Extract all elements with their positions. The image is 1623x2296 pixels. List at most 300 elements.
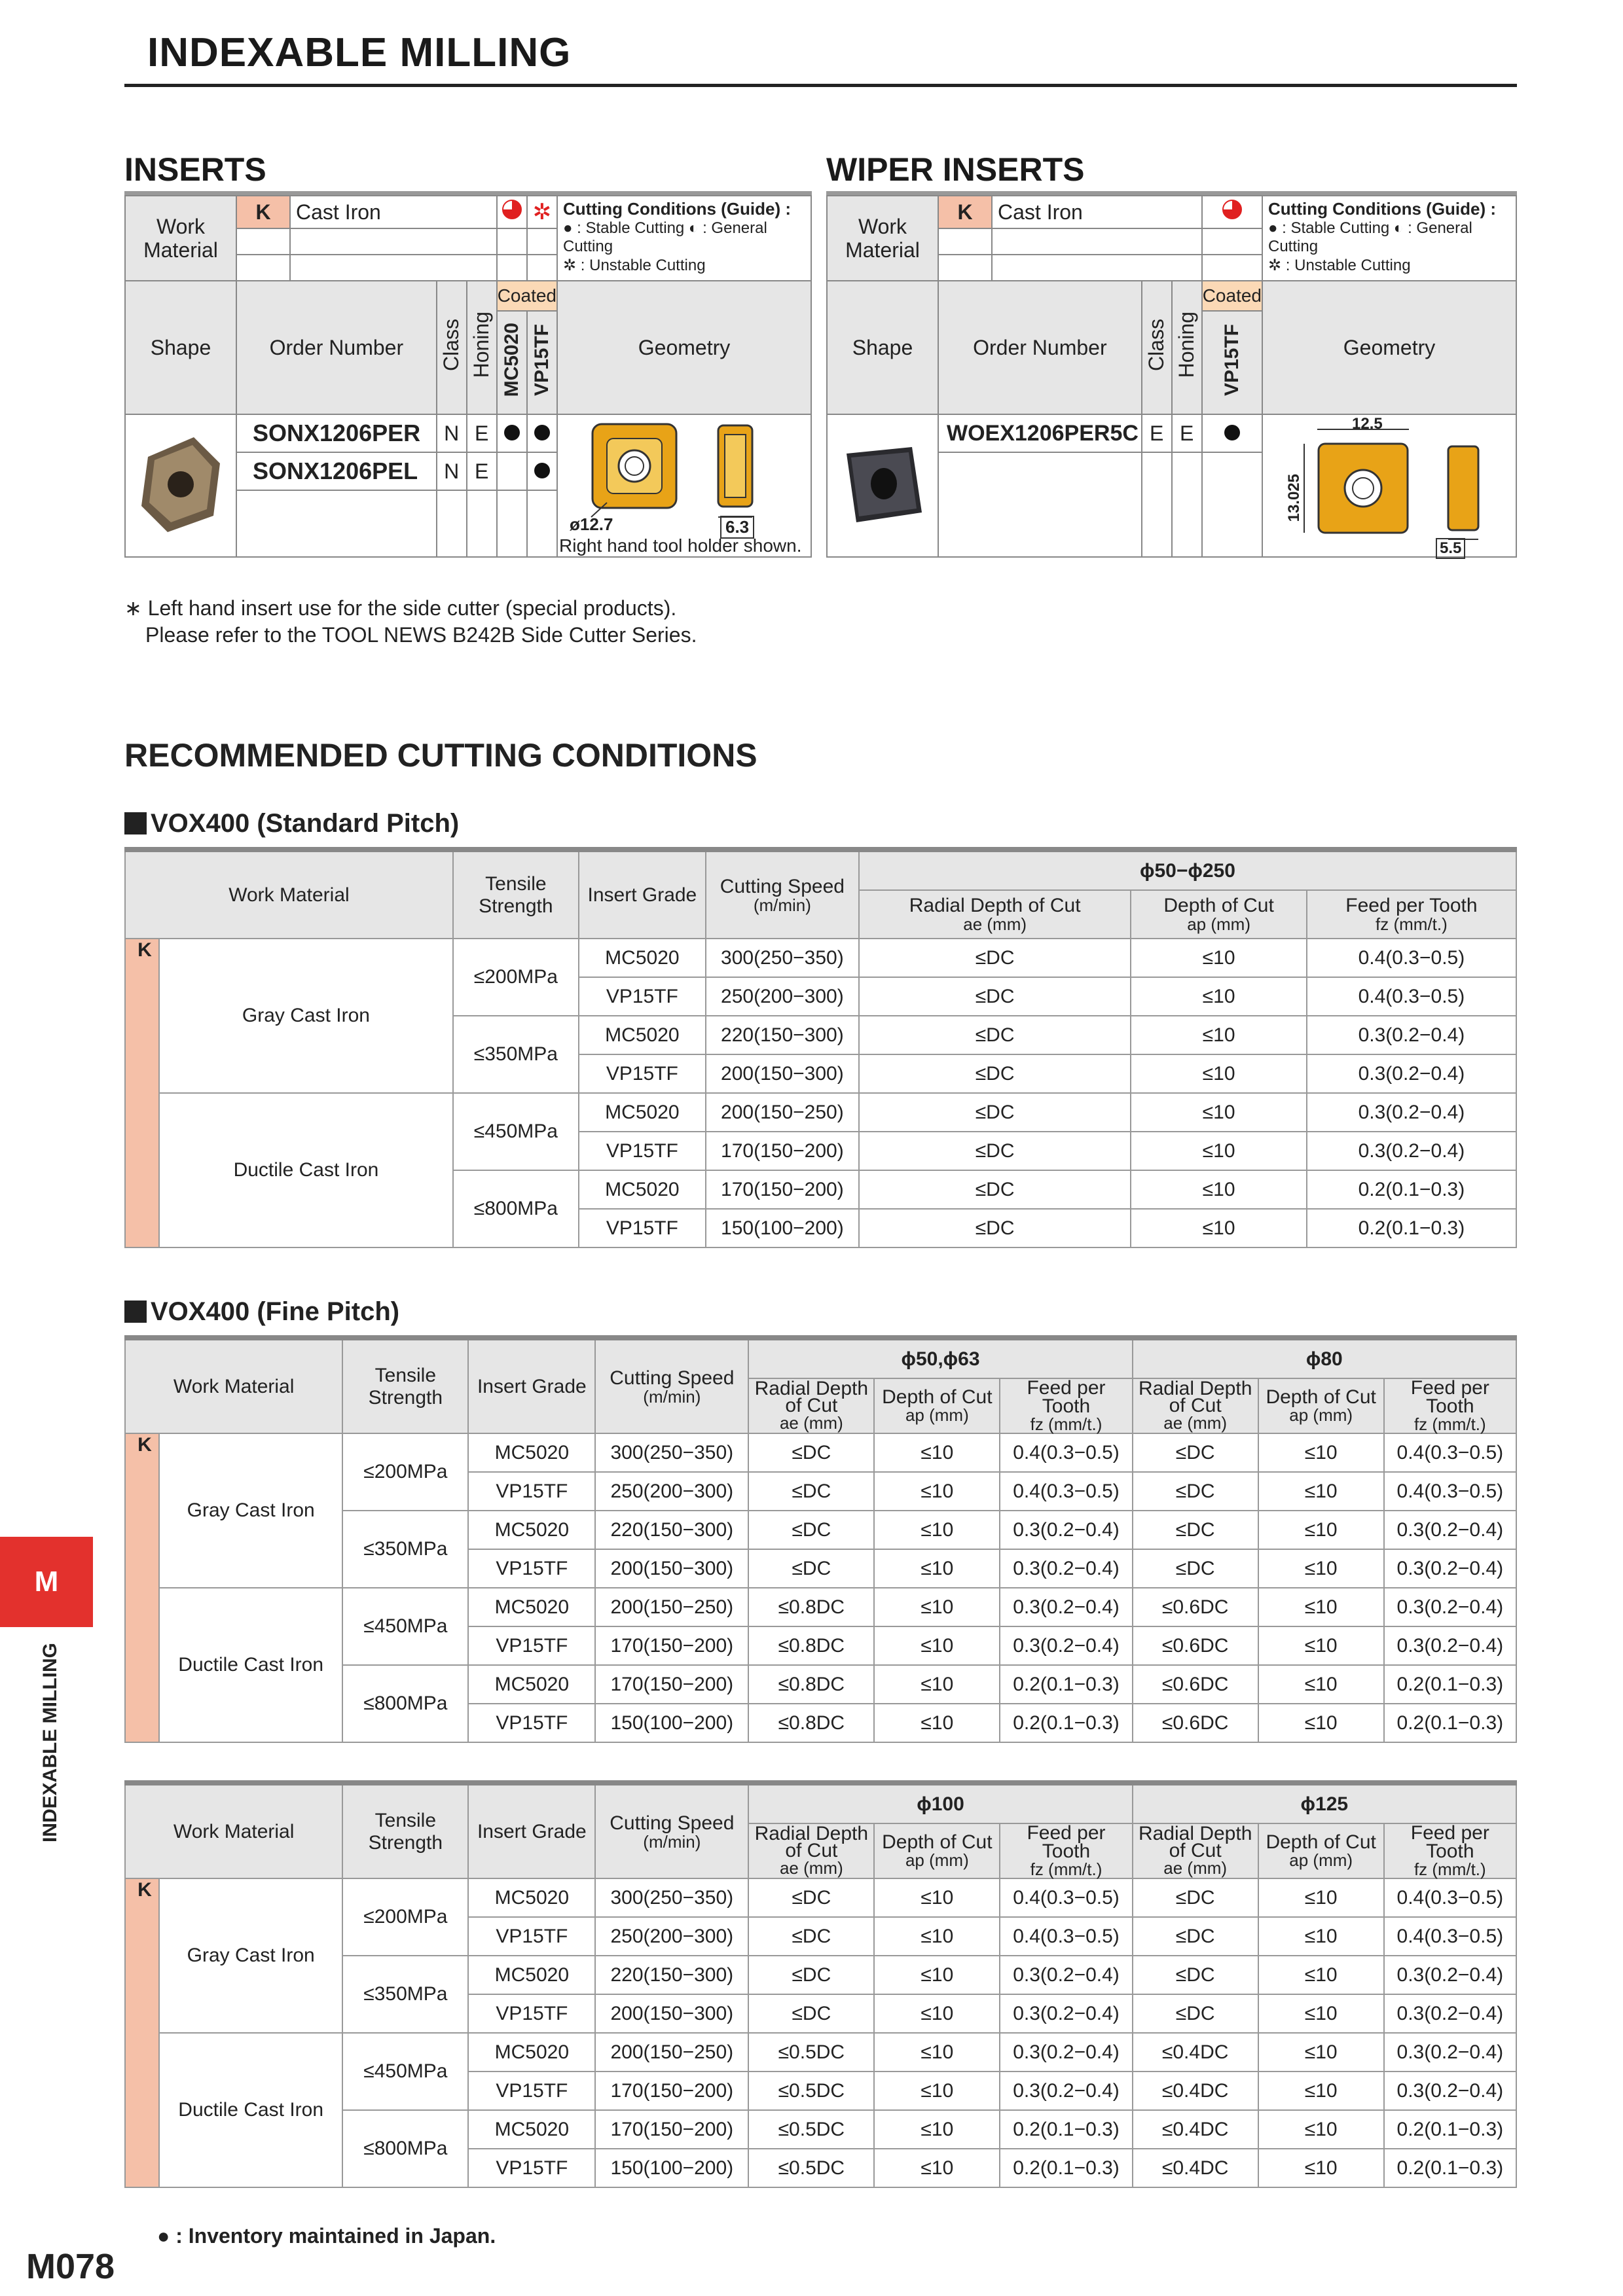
- cond-title: Cutting Conditions (Guide) :: [1268, 199, 1497, 219]
- depth-of-cut: ≤10: [1258, 2033, 1384, 2072]
- depth-of-cut: ≤10: [874, 1588, 1000, 1626]
- section-tab: M: [0, 1537, 93, 1627]
- radial-depth: ≤0.6DC: [1133, 1626, 1258, 1665]
- radial-depth: ≤DC: [748, 1917, 874, 1956]
- depth-of-cut: ≤10: [1131, 1132, 1306, 1170]
- feed-per-tooth: 0.3(0.2−0.4): [1384, 1588, 1516, 1626]
- feed-per-tooth: 0.4(0.3−0.5): [1384, 1472, 1516, 1511]
- col-vp15tf: VP15TF: [530, 323, 553, 397]
- feed-per-tooth: 0.4(0.3−0.5): [1384, 1917, 1516, 1956]
- tensile-strength: ≤800MPa: [342, 1665, 468, 1742]
- col-vp15tf: VP15TF: [1220, 323, 1243, 397]
- tensile-strength: ≤350MPa: [453, 1016, 579, 1093]
- cutting-speed: 300(250−350): [595, 1878, 748, 1917]
- feed-per-tooth: 0.4(0.3−0.5): [1384, 1878, 1516, 1917]
- section-bullet: [124, 812, 147, 834]
- depth-of-cut: ≤10: [1258, 1588, 1384, 1626]
- col-geometry: Geometry: [1262, 281, 1516, 414]
- page-number: M078: [26, 2247, 115, 2286]
- h-speed-2: (m/min): [643, 1386, 701, 1407]
- page-title: INDEXABLE MILLING: [147, 30, 572, 75]
- depth-of-cut: ≤10: [1131, 1170, 1306, 1209]
- table-row: [125, 2033, 1516, 2072]
- depth-of-cut: ≤10: [1131, 977, 1306, 1016]
- depth-of-cut: ≤10: [1131, 1054, 1306, 1093]
- feed-per-tooth: 0.3(0.2−0.4): [1000, 2033, 1132, 2072]
- stock-dot: [504, 425, 520, 440]
- radial-depth: ≤0.6DC: [1133, 1588, 1258, 1626]
- insert-grade: VP15TF: [468, 2149, 595, 2187]
- feed-per-tooth: 0.2(0.1−0.3): [1000, 1665, 1132, 1704]
- cond-line1: ● : Stable Cutting ◐ : General Cutting: [1268, 219, 1472, 255]
- stock-dot: [534, 463, 550, 478]
- dim-thickness: 6.3: [720, 516, 754, 539]
- h-work: Work Material: [125, 850, 453, 939]
- k-material: Cast Iron: [992, 196, 1202, 228]
- depth-of-cut: ≤10: [874, 2110, 1000, 2149]
- feed-per-tooth: 0.4(0.3−0.5): [1000, 1917, 1132, 1956]
- depth-of-cut: ≤10: [874, 1994, 1000, 2033]
- k-badge: K: [938, 196, 992, 228]
- insert-grade: VP15TF: [468, 1994, 595, 2033]
- std-title-text: VOX400 (Standard Pitch): [151, 809, 460, 838]
- depth-of-cut: ≤10: [1258, 1472, 1384, 1511]
- insert-grade: MC5020: [468, 1956, 595, 1994]
- h-group-1: ϕ100: [748, 1783, 1132, 1823]
- radial-depth: ≤0.8DC: [748, 1665, 874, 1704]
- cutting-speed: 170(150−200): [706, 1132, 859, 1170]
- wiper-geometry-drawing: [1262, 414, 1516, 557]
- col-shape: Shape: [125, 281, 236, 414]
- cutting-speed: 170(150−200): [595, 2072, 748, 2110]
- cutting-speed: 250(200−300): [595, 1917, 748, 1956]
- k-material: Cast Iron: [290, 196, 497, 228]
- radial-depth: ≤0.8DC: [748, 1626, 874, 1665]
- std-table: [124, 847, 1517, 1248]
- radial-depth: ≤DC: [859, 1016, 1131, 1054]
- h-doc: Depth of Cut: [882, 1386, 993, 1408]
- h-rad-unit: ae (mm): [1163, 1413, 1228, 1433]
- h-doc: Depth of Cut: [1266, 1831, 1376, 1853]
- gray-cast-iron: Gray Cast Iron: [159, 1433, 342, 1588]
- h-speed-2: (m/min): [643, 1831, 701, 1852]
- radial-depth: ≤DC: [748, 1956, 874, 1994]
- title-rule: [124, 84, 1517, 87]
- h-doc: Depth of Cut: [1266, 1386, 1376, 1408]
- h-work: Work Material: [125, 1783, 342, 1878]
- h-fz: Feed per Tooth: [1410, 1822, 1489, 1862]
- feed-per-tooth: 0.2(0.1−0.3): [1307, 1170, 1516, 1209]
- feed-per-tooth: 0.2(0.1−0.3): [1384, 1665, 1516, 1704]
- cond-line2: ✲ : Unstable Cutting: [563, 257, 706, 274]
- cutting-speed: 200(150−250): [706, 1093, 859, 1132]
- cond-line2: ✲ : Unstable Cutting: [1268, 257, 1411, 274]
- depth-of-cut: ≤10: [874, 1917, 1000, 1956]
- feed-per-tooth: 0.4(0.3−0.5): [1000, 1472, 1132, 1511]
- std-title: [124, 809, 459, 838]
- feed-per-tooth: 0.3(0.2−0.4): [1384, 1994, 1516, 2033]
- feed-per-tooth: 0.3(0.2−0.4): [1384, 1956, 1516, 1994]
- col-class: Class: [439, 318, 464, 371]
- feed-per-tooth: 0.3(0.2−0.4): [1307, 1054, 1516, 1093]
- insert-grade: VP15TF: [468, 1549, 595, 1588]
- cutting-speed: 250(200−300): [595, 1472, 748, 1511]
- ductile-cast-iron: Ductile Cast Iron: [159, 1588, 342, 1742]
- dim-height: 13.025: [1285, 474, 1303, 522]
- insert-grade: VP15TF: [579, 1209, 706, 1247]
- feed-per-tooth: 0.3(0.2−0.4): [1384, 2033, 1516, 2072]
- radial-depth: ≤0.4DC: [1133, 2033, 1258, 2072]
- tensile-strength: ≤450MPa: [342, 1588, 468, 1665]
- insert-geometry-icon: [566, 419, 802, 530]
- col-coated: Coated: [1202, 281, 1262, 311]
- k-material-code: K: [125, 1433, 159, 1742]
- h-group-1: ϕ50,ϕ63: [748, 1338, 1132, 1378]
- h-doc-unit: ap (mm): [1289, 1405, 1353, 1425]
- feed-per-tooth: 0.4(0.3−0.5): [1000, 1878, 1132, 1917]
- feed-per-tooth: 0.3(0.2−0.4): [1307, 1093, 1516, 1132]
- h-speed-1: Cutting Speed: [720, 875, 845, 897]
- depth-of-cut: ≤10: [1258, 2072, 1384, 2110]
- class-1: N: [437, 414, 467, 452]
- cutting-speed: 250(200−300): [706, 977, 859, 1016]
- h-rad: Radial Depth of Cut: [754, 1823, 869, 1861]
- feed-per-tooth: 0.3(0.2−0.4): [1000, 1588, 1132, 1626]
- feed-per-tooth: 0.2(0.1−0.3): [1384, 2149, 1516, 2187]
- feed-per-tooth: 0.3(0.2−0.4): [1000, 2072, 1132, 2110]
- geometry-caption: Right hand tool holder shown.: [559, 535, 802, 556]
- work-material-label: Work Material: [827, 196, 938, 281]
- order-sonx1206pel: SONX1206PEL: [236, 452, 437, 490]
- depth-of-cut: ≤10: [1258, 1549, 1384, 1588]
- col-mc5020: MC5020: [500, 323, 522, 397]
- tensile-strength: ≤350MPa: [342, 1956, 468, 2033]
- cutting-speed: 200(150−300): [595, 1549, 748, 1588]
- h-fz: Feed per Tooth: [1410, 1377, 1489, 1417]
- h-grade: Insert Grade: [468, 1338, 595, 1433]
- insert-grade: VP15TF: [579, 977, 706, 1016]
- radial-depth: ≤0.5DC: [748, 2149, 874, 2187]
- h-rad: Radial Depth of Cut: [1138, 1823, 1252, 1861]
- h-grade: Insert Grade: [468, 1783, 595, 1878]
- cutting-speed: 200(150−250): [595, 2033, 748, 2072]
- insert-photo-icon: [135, 431, 227, 535]
- cutting-speed: 170(150−200): [595, 1626, 748, 1665]
- h-std-range: ϕ50−ϕ250: [859, 850, 1516, 890]
- radial-depth: ≤DC: [1133, 1472, 1258, 1511]
- fine-title: [124, 1297, 399, 1327]
- radial-depth: ≤DC: [748, 1433, 874, 1472]
- h-rad-unit: ae (mm): [779, 1413, 843, 1433]
- cutting-speed: 300(250−350): [706, 939, 859, 977]
- order-sonx1206per: SONX1206PER: [236, 414, 437, 452]
- tensile-strength: ≤350MPa: [342, 1511, 468, 1588]
- insert-grade: MC5020: [468, 1878, 595, 1917]
- h-tensile-2: Strength: [368, 1386, 443, 1408]
- col-shape: Shape: [827, 281, 938, 414]
- depth-of-cut: ≤10: [1258, 1665, 1384, 1704]
- h-doc-unit: ap (mm): [905, 1405, 969, 1425]
- table-row: [125, 1588, 1516, 1626]
- cutting-speed: 150(100−200): [595, 2149, 748, 2187]
- insert-grade: VP15TF: [468, 1917, 595, 1956]
- insert-grade: MC5020: [468, 1511, 595, 1549]
- radial-depth: ≤DC: [859, 1132, 1131, 1170]
- radial-depth: ≤DC: [1133, 1994, 1258, 2033]
- depth-of-cut: ≤10: [1258, 1626, 1384, 1665]
- col-honing: Honing: [469, 312, 494, 378]
- radial-depth: ≤0.5DC: [748, 2033, 874, 2072]
- h-rad: Radial Depth of Cut: [1138, 1378, 1252, 1416]
- dim-width: 12.5: [1352, 415, 1383, 433]
- depth-of-cut: ≤10: [1258, 1994, 1384, 2033]
- radial-depth: ≤DC: [859, 1209, 1131, 1247]
- stock-dot: [534, 425, 550, 440]
- depth-of-cut: ≤10: [1258, 1433, 1384, 1472]
- feed-per-tooth: 0.2(0.1−0.3): [1000, 2110, 1132, 2149]
- radial-depth: ≤DC: [748, 1878, 874, 1917]
- cutting-speed: 300(250−350): [595, 1433, 748, 1472]
- h-fz: Feed per Tooth: [1027, 1822, 1106, 1862]
- h-tensile-2: Strength: [368, 1831, 443, 1854]
- col-order: Order Number: [236, 281, 437, 414]
- tensile-strength: ≤800MPa: [453, 1170, 579, 1247]
- h-fz-unit: fz (mm/t.): [1413, 1859, 1486, 1879]
- depth-of-cut: ≤10: [1258, 1511, 1384, 1549]
- insert-grade: VP15TF: [468, 1704, 595, 1742]
- side-label-text: INDEXABLE MILLING: [39, 1643, 61, 1842]
- radial-depth: ≤DC: [1133, 1956, 1258, 1994]
- radial-depth: ≤0.4DC: [1133, 2110, 1258, 2149]
- h-doc: Depth of Cut: [882, 1831, 993, 1853]
- h-fz-unit: fz (mm/t.): [1030, 1859, 1103, 1879]
- fine-table-2: [124, 1780, 1517, 2188]
- feed-per-tooth: 0.3(0.2−0.4): [1384, 1626, 1516, 1665]
- gray-cast-iron: Gray Cast Iron: [159, 939, 453, 1093]
- col-class: Class: [1144, 318, 1169, 371]
- h-fz-unit: fz (mm/t.): [1413, 1414, 1486, 1434]
- h-rad-unit: ae (mm): [1163, 1858, 1228, 1878]
- col-coated: Coated: [497, 281, 557, 311]
- inserts-table: [124, 195, 812, 558]
- tensile-strength: ≤200MPa: [342, 1433, 468, 1511]
- wiper-geometry-icon: [1285, 418, 1494, 548]
- feed-per-tooth: 0.2(0.1−0.3): [1307, 1209, 1516, 1247]
- inserts-title: INSERTS: [124, 151, 266, 188]
- radial-depth: ≤DC: [1133, 1878, 1258, 1917]
- depth-of-cut: ≤10: [1131, 1016, 1306, 1054]
- section-bullet: [124, 1300, 147, 1323]
- radial-depth: ≤0.6DC: [1133, 1665, 1258, 1704]
- depth-of-cut: ≤10: [874, 2072, 1000, 2110]
- dim-thickness: 5.5: [1436, 538, 1465, 559]
- h-speed-2: (m/min): [753, 895, 811, 915]
- k-material-code: K: [125, 1878, 159, 2187]
- radial-depth: ≤DC: [859, 977, 1131, 1016]
- insert-grade: MC5020: [468, 1588, 595, 1626]
- side-label: [39, 1643, 72, 1846]
- table-row: [125, 1433, 1516, 1472]
- radial-depth: ≤0.5DC: [748, 2110, 874, 2149]
- h-doc: Depth of Cut: [1163, 895, 1274, 916]
- insert-note-1: ∗ Left hand insert use for the side cutter (special products).: [124, 596, 677, 620]
- order-woex1206per5c: WOEX1206PER5C: [938, 414, 1142, 452]
- cutting-speed: 200(150−300): [595, 1994, 748, 2033]
- wiper-title: WIPER INSERTS: [826, 151, 1085, 188]
- depth-of-cut: ≤10: [1258, 1917, 1384, 1956]
- feed-per-tooth: 0.3(0.2−0.4): [1000, 1956, 1132, 1994]
- tensile-strength: ≤200MPa: [342, 1878, 468, 1956]
- honing-1: E: [467, 414, 497, 452]
- depth-of-cut: ≤10: [874, 1878, 1000, 1917]
- honing-w: E: [1172, 414, 1202, 452]
- col-order: Order Number: [938, 281, 1142, 414]
- geometry-drawing: [557, 414, 811, 557]
- fine-table-1: [124, 1335, 1517, 1743]
- radial-depth: ≤0.5DC: [748, 2072, 874, 2110]
- cond-title: Cutting Conditions (Guide) :: [563, 199, 792, 219]
- insert-grade: MC5020: [468, 1665, 595, 1704]
- feed-per-tooth: 0.3(0.2−0.4): [1000, 1511, 1132, 1549]
- h-grade: Insert Grade: [579, 850, 706, 939]
- col-honing: Honing: [1175, 312, 1199, 378]
- h-work: Work Material: [125, 1338, 342, 1433]
- depth-of-cut: ≤10: [874, 1472, 1000, 1511]
- feed-per-tooth: 0.3(0.2−0.4): [1384, 1549, 1516, 1588]
- depth-of-cut: ≤10: [1258, 1956, 1384, 1994]
- depth-of-cut: ≤10: [1131, 1093, 1306, 1132]
- feed-per-tooth: 0.2(0.1−0.3): [1384, 2110, 1516, 2149]
- h-rad: Radial Depth of Cut: [909, 895, 1081, 916]
- ductile-cast-iron: Ductile Cast Iron: [159, 2033, 342, 2187]
- depth-of-cut: ≤10: [1258, 2149, 1384, 2187]
- depth-of-cut: ≤10: [1258, 2110, 1384, 2149]
- h-tensile-2: Strength: [479, 895, 553, 917]
- k-material-code: K: [125, 939, 159, 1247]
- depth-of-cut: ≤10: [874, 1704, 1000, 1742]
- cutting-speed: 170(150−200): [595, 2110, 748, 2149]
- h-group-2: ϕ80: [1133, 1338, 1516, 1378]
- tensile-strength: ≤200MPa: [453, 939, 579, 1016]
- h-speed-1: Cutting Speed: [610, 1367, 735, 1389]
- feed-per-tooth: 0.2(0.1−0.3): [1000, 2149, 1132, 2187]
- work-material-label: Work Material: [125, 196, 236, 281]
- radial-depth: ≤0.8DC: [748, 1588, 874, 1626]
- insert-grade: MC5020: [579, 1170, 706, 1209]
- insert-grade: VP15TF: [579, 1054, 706, 1093]
- radial-depth: ≤DC: [859, 1170, 1131, 1209]
- insert-note-2: Please refer to the TOOL NEWS B242B Side Cutter Series.: [145, 623, 697, 647]
- dim-diameter: ø12.7: [570, 514, 613, 534]
- footer-note: ● : Inventory maintained in Japan.: [157, 2224, 496, 2248]
- h-rad-unit: ae (mm): [963, 914, 1027, 934]
- insert-photo: [125, 414, 236, 557]
- depth-of-cut: ≤10: [874, 1665, 1000, 1704]
- rcc-title: RECOMMENDED CUTTING CONDITIONS: [124, 737, 757, 774]
- feed-per-tooth: 0.3(0.2−0.4): [1384, 1511, 1516, 1549]
- h-doc-unit: ap (mm): [1187, 914, 1250, 934]
- general-cutting-icon: [1202, 196, 1262, 228]
- h-fz: Feed per Tooth: [1345, 895, 1478, 916]
- cond-line1: ● : Stable Cutting ◐ : General Cutting: [563, 219, 767, 255]
- h-fz-unit: fz (mm/t.): [1030, 1414, 1103, 1434]
- class-w: E: [1142, 414, 1172, 452]
- insert-grade: VP15TF: [468, 1626, 595, 1665]
- feed-per-tooth: 0.4(0.3−0.5): [1307, 939, 1516, 977]
- radial-depth: ≤DC: [1133, 1511, 1258, 1549]
- radial-depth: ≤DC: [748, 1511, 874, 1549]
- cutting-speed: 200(150−250): [595, 1588, 748, 1626]
- k-badge: K: [236, 196, 290, 228]
- radial-depth: ≤0.8DC: [748, 1704, 874, 1742]
- radial-depth: ≤DC: [748, 1994, 874, 2033]
- h-tensile-1: Tensile: [374, 1364, 437, 1386]
- cutting-speed: 220(150−300): [706, 1016, 859, 1054]
- insert-grade: MC5020: [579, 1093, 706, 1132]
- tensile-strength: ≤450MPa: [342, 2033, 468, 2110]
- feed-per-tooth: 0.3(0.2−0.4): [1000, 1549, 1132, 1588]
- gray-cast-iron: Gray Cast Iron: [159, 1878, 342, 2033]
- insert-grade: MC5020: [579, 1016, 706, 1054]
- radial-depth: ≤DC: [1133, 1433, 1258, 1472]
- radial-depth: ≤DC: [859, 1093, 1131, 1132]
- depth-of-cut: ≤10: [1258, 1878, 1384, 1917]
- radial-depth: ≤DC: [859, 939, 1131, 977]
- feed-per-tooth: 0.4(0.3−0.5): [1307, 977, 1516, 1016]
- tensile-strength: ≤450MPa: [453, 1093, 579, 1170]
- cutting-speed: 220(150−300): [595, 1956, 748, 1994]
- h-group-2: ϕ125: [1133, 1783, 1516, 1823]
- h-fz: Feed per Tooth: [1027, 1377, 1106, 1417]
- insert-grade: VP15TF: [468, 2072, 595, 2110]
- honing-2: E: [467, 452, 497, 490]
- cutting-speed: 150(100−200): [706, 1209, 859, 1247]
- h-speed-1: Cutting Speed: [610, 1812, 735, 1834]
- depth-of-cut: ≤10: [874, 1956, 1000, 1994]
- unstable-cutting-icon: ✲: [527, 196, 557, 228]
- radial-depth: ≤DC: [748, 1549, 874, 1588]
- depth-of-cut: ≤10: [874, 1433, 1000, 1472]
- stock-dot: [1224, 425, 1240, 440]
- table-row: [125, 939, 1516, 977]
- feed-per-tooth: 0.3(0.2−0.4): [1307, 1016, 1516, 1054]
- radial-depth: ≤DC: [1133, 1917, 1258, 1956]
- cutting-speed: 170(150−200): [595, 1665, 748, 1704]
- h-tensile-1: Tensile: [374, 1809, 437, 1831]
- col-geometry: Geometry: [557, 281, 811, 414]
- h-doc-unit: ap (mm): [905, 1850, 969, 1870]
- radial-depth: ≤DC: [748, 1472, 874, 1511]
- depth-of-cut: ≤10: [874, 1626, 1000, 1665]
- feed-per-tooth: 0.3(0.2−0.4): [1000, 1994, 1132, 2033]
- insert-grade: MC5020: [579, 939, 706, 977]
- radial-depth: ≤DC: [1133, 1549, 1258, 1588]
- feed-per-tooth: 0.2(0.1−0.3): [1384, 1704, 1516, 1742]
- cutting-speed: 170(150−200): [706, 1170, 859, 1209]
- depth-of-cut: ≤10: [874, 2149, 1000, 2187]
- wiper-photo-icon: [837, 434, 928, 532]
- feed-per-tooth: 0.3(0.2−0.4): [1307, 1132, 1516, 1170]
- tensile-strength: ≤800MPa: [342, 2110, 468, 2187]
- h-rad: Radial Depth of Cut: [754, 1378, 869, 1416]
- insert-grade: MC5020: [468, 2110, 595, 2149]
- radial-depth: ≤0.4DC: [1133, 2149, 1258, 2187]
- h-rad-unit: ae (mm): [779, 1858, 843, 1878]
- insert-grade: MC5020: [468, 1433, 595, 1472]
- feed-per-tooth: 0.4(0.3−0.5): [1384, 1433, 1516, 1472]
- depth-of-cut: ≤10: [874, 2033, 1000, 2072]
- insert-grade: MC5020: [468, 2033, 595, 2072]
